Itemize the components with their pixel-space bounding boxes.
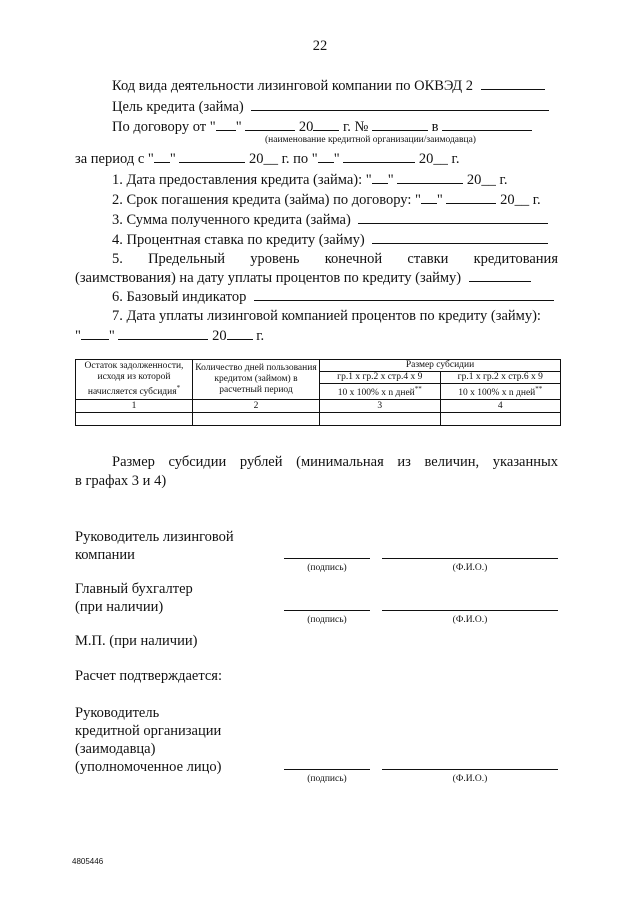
col2-header: Количество дней пользования кредитом (займом) в расчетный период (193, 360, 320, 400)
item-2-year: 20__ г. (500, 192, 541, 208)
period-to-month-field[interactable] (343, 149, 415, 163)
col3-formula: гр.1 x гр.2 x стр.4 x 9 (320, 372, 441, 384)
creditor-caption: (наименование кредитной организации/заимодавца) (265, 135, 476, 145)
contract-number-label: г. № (342, 119, 369, 135)
cell-subsidy-4[interactable] (440, 413, 561, 426)
quote-mark: " (436, 192, 443, 208)
contract-number-field[interactable] (372, 117, 428, 131)
head-leasing-label-2: компании (75, 547, 135, 563)
loan-purpose-field[interactable] (251, 97, 549, 111)
head-leasing-label-1: Руководитель лизинговой (75, 529, 234, 545)
contract-label: По договору от " (112, 119, 216, 135)
loan-purpose-line (112, 97, 549, 116)
cell-days[interactable] (193, 413, 320, 426)
quote-mark: " (108, 328, 115, 344)
cell-balance[interactable] (76, 413, 193, 426)
period-to-day-field[interactable] (318, 149, 334, 163)
quote-mark: " (75, 328, 81, 344)
contract-in-label: в (431, 119, 439, 135)
contract-month-field[interactable] (245, 117, 295, 131)
item-3 (112, 210, 548, 229)
head-credit-label-2: кредитной организации (75, 723, 222, 739)
confirmed-label: Расчет подтверждается: (75, 668, 223, 684)
document-code: 4805446 (72, 857, 104, 866)
period-to-year: 20__ г. (418, 151, 460, 167)
item-7-year-suffix: г. (256, 328, 265, 344)
col4-formula: гр.1 x гр.2 x стр.6 x 9 (440, 372, 561, 384)
period-label: за период с " (75, 151, 154, 167)
name-caption: (Ф.И.О.) (452, 774, 488, 784)
head-leasing-signature-line[interactable] (284, 558, 370, 559)
contract-line (112, 117, 532, 136)
item-2 (112, 190, 541, 209)
item-5-label: (заимствования) на дату уплаты процентов по кредиту (займу) (75, 270, 462, 286)
col1-header-text: Остаток задолженности, исходя из которой начисляется субсидия (84, 361, 184, 398)
item-1-day-field[interactable] (372, 170, 388, 184)
subsidy-table (75, 359, 561, 426)
okved-label: Код вида деятельности лизинговой компании по ОКВЭД 2 (112, 78, 474, 94)
chief-accountant-label-2: (при наличии) (75, 599, 164, 615)
item-7-line2 (75, 326, 264, 345)
creditor-field[interactable] (442, 117, 532, 131)
contract-year-prefix: 20 (298, 119, 314, 135)
item-3-field[interactable] (358, 210, 548, 224)
item-3-label: 3. Сумма полученного кредита (займа) (112, 212, 351, 228)
item-1-month-field[interactable] (397, 170, 463, 184)
item-7-line1: 7. Дата уплаты лизинговой компанией процентов по кредиту (займу): (112, 308, 541, 324)
head-leasing-name-line[interactable] (382, 558, 558, 559)
subsidy-header: Размер субсидии (320, 360, 561, 372)
chief-accountant-name-line[interactable] (382, 610, 558, 611)
footnote-mark: ** (414, 385, 422, 393)
item-5-line2 (75, 268, 531, 287)
contract-year-field[interactable] (313, 117, 339, 131)
col1-header (76, 360, 193, 400)
item-6-label: 6. Базовый индикатор (112, 289, 247, 305)
col-number-3: 3 (320, 400, 441, 413)
page-number: 22 (312, 38, 328, 54)
item-4-field[interactable] (372, 230, 548, 244)
name-caption: (Ф.И.О.) (452, 563, 488, 573)
period-from-day-field[interactable] (154, 149, 170, 163)
chief-accountant-signature-line[interactable] (284, 610, 370, 611)
col3-denominator (320, 384, 441, 400)
chief-accountant-label-1: Главный бухгалтер (75, 581, 193, 597)
item-4-label: 4. Процентная ставка по кредиту (займу) (112, 232, 365, 248)
item-6 (112, 287, 554, 306)
head-credit-name-line[interactable] (382, 769, 558, 770)
signature-caption: (подпись) (307, 774, 347, 784)
okved-line (112, 76, 545, 95)
name-caption: (Ф.И.О.) (452, 615, 488, 625)
period-to-label: 20__ г. по " (248, 151, 318, 167)
footnote-mark: * (176, 384, 181, 392)
stamp-label: М.П. (при наличии) (75, 633, 198, 649)
period-from-month-field[interactable] (179, 149, 245, 163)
subsidy-text-line2: в графах 3 и 4) (75, 473, 167, 489)
period-line (75, 149, 459, 168)
head-credit-label-1: Руководитель (75, 705, 160, 721)
quote-mark: " (169, 151, 176, 167)
subsidy-text-line1: Размер субсидии рублей (минимальная из величин, указанных (112, 454, 558, 470)
contract-day-field[interactable] (216, 117, 236, 131)
item-2-day-field[interactable] (421, 190, 437, 204)
quote-mark: " (333, 151, 340, 167)
col-number-1: 1 (76, 400, 193, 413)
head-credit-label-4: (уполномоченное лицо) (75, 759, 222, 775)
head-credit-signature-line[interactable] (284, 769, 370, 770)
signature-caption: (подпись) (307, 563, 347, 573)
item-1 (112, 170, 507, 189)
item-5-field[interactable] (469, 268, 531, 282)
item-7-day-field[interactable] (81, 326, 109, 340)
item-6-field[interactable] (254, 287, 554, 301)
col-number-2: 2 (193, 400, 320, 413)
quote-mark: " (235, 119, 242, 135)
item-2-label: 2. Срок погашения кредита (займа) по договору: " (112, 192, 421, 208)
item-4 (112, 230, 548, 249)
item-2-month-field[interactable] (446, 190, 496, 204)
item-1-year: 20__ г. (466, 172, 508, 188)
item-7-month-field[interactable] (118, 326, 208, 340)
footnote-mark: ** (535, 385, 543, 393)
col4-denominator-text: 10 x 100% x n дней (458, 388, 536, 399)
col3-denominator-text: 10 x 100% x n дней (337, 388, 415, 399)
cell-subsidy-3[interactable] (320, 413, 441, 426)
head-credit-label-3: (заимодавца) (75, 741, 156, 757)
item-7-year-field[interactable] (227, 326, 253, 340)
signature-caption: (подпись) (307, 615, 347, 625)
quote-mark: " (387, 172, 394, 188)
col4-denominator (440, 384, 561, 400)
loan-purpose-label: Цель кредита (займа) (112, 99, 244, 115)
col-number-4: 4 (440, 400, 561, 413)
item-5-line1: 5. Предельный уровень конечной ставки кредитования (112, 251, 558, 267)
okved-field[interactable] (481, 76, 545, 90)
item-1-label: 1. Дата предоставления кредита (займа): " (112, 172, 372, 188)
item-7-year-prefix: 20 (212, 328, 227, 344)
